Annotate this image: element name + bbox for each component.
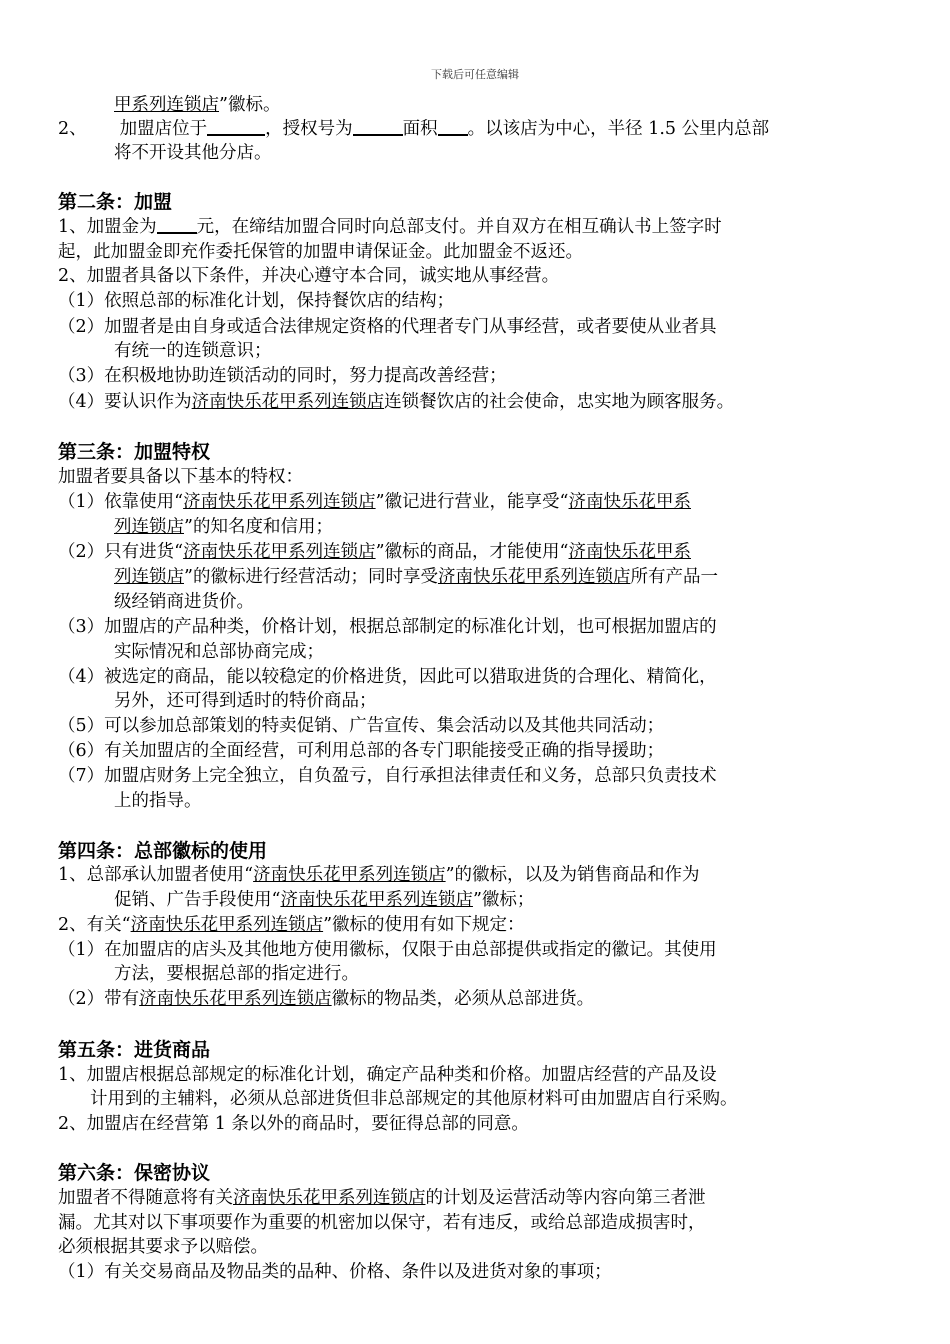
blank-field (353, 118, 403, 136)
list-item: 2、加盟店在经营第 1 条以外的商品时，要征得总部的同意。 (58, 1114, 529, 1134)
list-item: 1、加盟店根据总部规定的标准化计划，确定产品种类和价格。加盟店经营的产品及设 (58, 1065, 717, 1085)
paragraph-line: 级经销商进货价。 (114, 592, 254, 612)
list-item: （2）带有济南快乐花甲系列连锁店徽标的物品类，必须从总部进货。 (58, 989, 595, 1009)
list-item: （4）被选定的商品，能以较稳定的价格进货，因此可以猎取进货的合理化、精简化， (58, 667, 717, 687)
list-item: （6）有关加盟店的全面经营，可利用总部的各专门职能接受正确的指导援助； (58, 741, 665, 761)
list-item: （7）加盟店财务上完全独立，自负盈亏，自行承担法律责任和义务，总部只负责技术 (58, 766, 717, 786)
list-item: （1）有关交易商品及物品类的品种、价格、条件以及进货对象的事项； (58, 1262, 612, 1282)
list-item: （3）在积极地协助连锁活动的同时，努力提高改善经营； (58, 366, 507, 386)
list-item: （1）依照总部的标准化计划，保持餐饮店的结构； (58, 291, 455, 311)
page-header: 下载后可任意编辑 (431, 68, 519, 81)
list-item: 2、 加盟店位于 ，授权号为 面积 。以该店为中心，半径 1.5 公里内总部 (58, 119, 770, 139)
paragraph-line: 计用到的主辅料，必须从总部进货但非总部规定的其他原材料可由加盟店自行采购。 (90, 1089, 738, 1109)
list-item: （4）要认识作为济南快乐花甲系列连锁店连锁餐饮店的社会使命，忠实地为顾客服务。 (58, 392, 735, 412)
paragraph-line: 有统一的连锁意识； (114, 341, 272, 361)
section-title: 第四条：总部徽标的使用 (58, 840, 268, 862)
list-item: （3）加盟店的产品种类，价格计划，根据总部制定的标准化计划，也可根据加盟店的 (58, 617, 717, 637)
paragraph-line: 方法，要根据总部的指定进行。 (114, 964, 359, 984)
list-item: （1）依靠使用“济南快乐花甲系列连锁店”徽记进行营业，能享受“济南快乐花甲系 (58, 492, 691, 512)
paragraph-line: 将不开设其他分店。 (114, 143, 272, 163)
blank-field (207, 118, 265, 136)
list-item: （2）只有进货“济南快乐花甲系列连锁店”徽标的商品，才能使用“济南快乐花甲系 (58, 542, 691, 562)
section-title: 第二条：加盟 (58, 191, 173, 213)
paragraph-line: 起，此加盟金即充作委托保管的加盟申请保证金。此加盟金不返还。 (58, 242, 583, 262)
paragraph-line: 加盟者要具备以下基本的特权： (58, 467, 303, 487)
paragraph-line: 1、加盟金为 元，在缔结加盟合同时向总部支付。并自双方在相互确认书上签字时 (58, 217, 722, 237)
blank-field (157, 216, 197, 234)
paragraph-line: 促销、广告手段使用“济南快乐花甲系列连锁店”徽标； (114, 890, 535, 910)
paragraph-line: 另外，还可得到适时的特价商品； (114, 691, 377, 711)
section-title: 第三条：加盟特权 (58, 441, 211, 463)
section-title: 第六条：保密协议 (58, 1162, 211, 1184)
paragraph-line: 列连锁店”的徽标进行经营活动；同时享受济南快乐花甲系列连锁店所有产品一 (114, 567, 718, 587)
list-item: 2、有关“济南快乐花甲系列连锁店”徽标的使用有如下规定： (58, 915, 525, 935)
paragraph-line: 加盟者不得随意将有关济南快乐花甲系列连锁店的计划及运营活动等内容向第三者泄 (58, 1188, 706, 1208)
paragraph-line: 列连锁店”的知名度和信用； (114, 517, 333, 537)
blank-field (438, 118, 468, 136)
section-title: 第五条：进货商品 (58, 1039, 211, 1061)
list-item: （5）可以参加总部策划的特卖促销、广告宣传、集会活动以及其他共同活动； (58, 716, 665, 736)
paragraph-line: 必须根据其要求予以赔偿。 (58, 1237, 268, 1257)
list-item: （2）加盟者是由自身或适合法律规定资格的代理者专门从事经营，或者要使从业者具 (58, 317, 717, 337)
list-item: 1、总部承认加盟者使用“济南快乐花甲系列连锁店”的徽标，以及为销售商品和作为 (58, 865, 700, 885)
paragraph-line: 甲系列连锁店”徽标。 (114, 95, 281, 115)
paragraph-line: 漏。尤其对以下事项要作为重要的机密加以保守，若有违反，或给总部造成损害时， (58, 1213, 706, 1233)
paragraph-line: 2、加盟者具备以下条件，并决心遵守本合同，诚实地从事经营。 (58, 266, 560, 286)
paragraph-line: 实际情况和总部协商完成； (114, 642, 324, 662)
list-item: （1）在加盟店的店头及其他地方使用徽标，仅限于由总部提供或指定的徽记。其使用 (58, 940, 717, 960)
paragraph-line: 上的指导。 (114, 791, 202, 811)
